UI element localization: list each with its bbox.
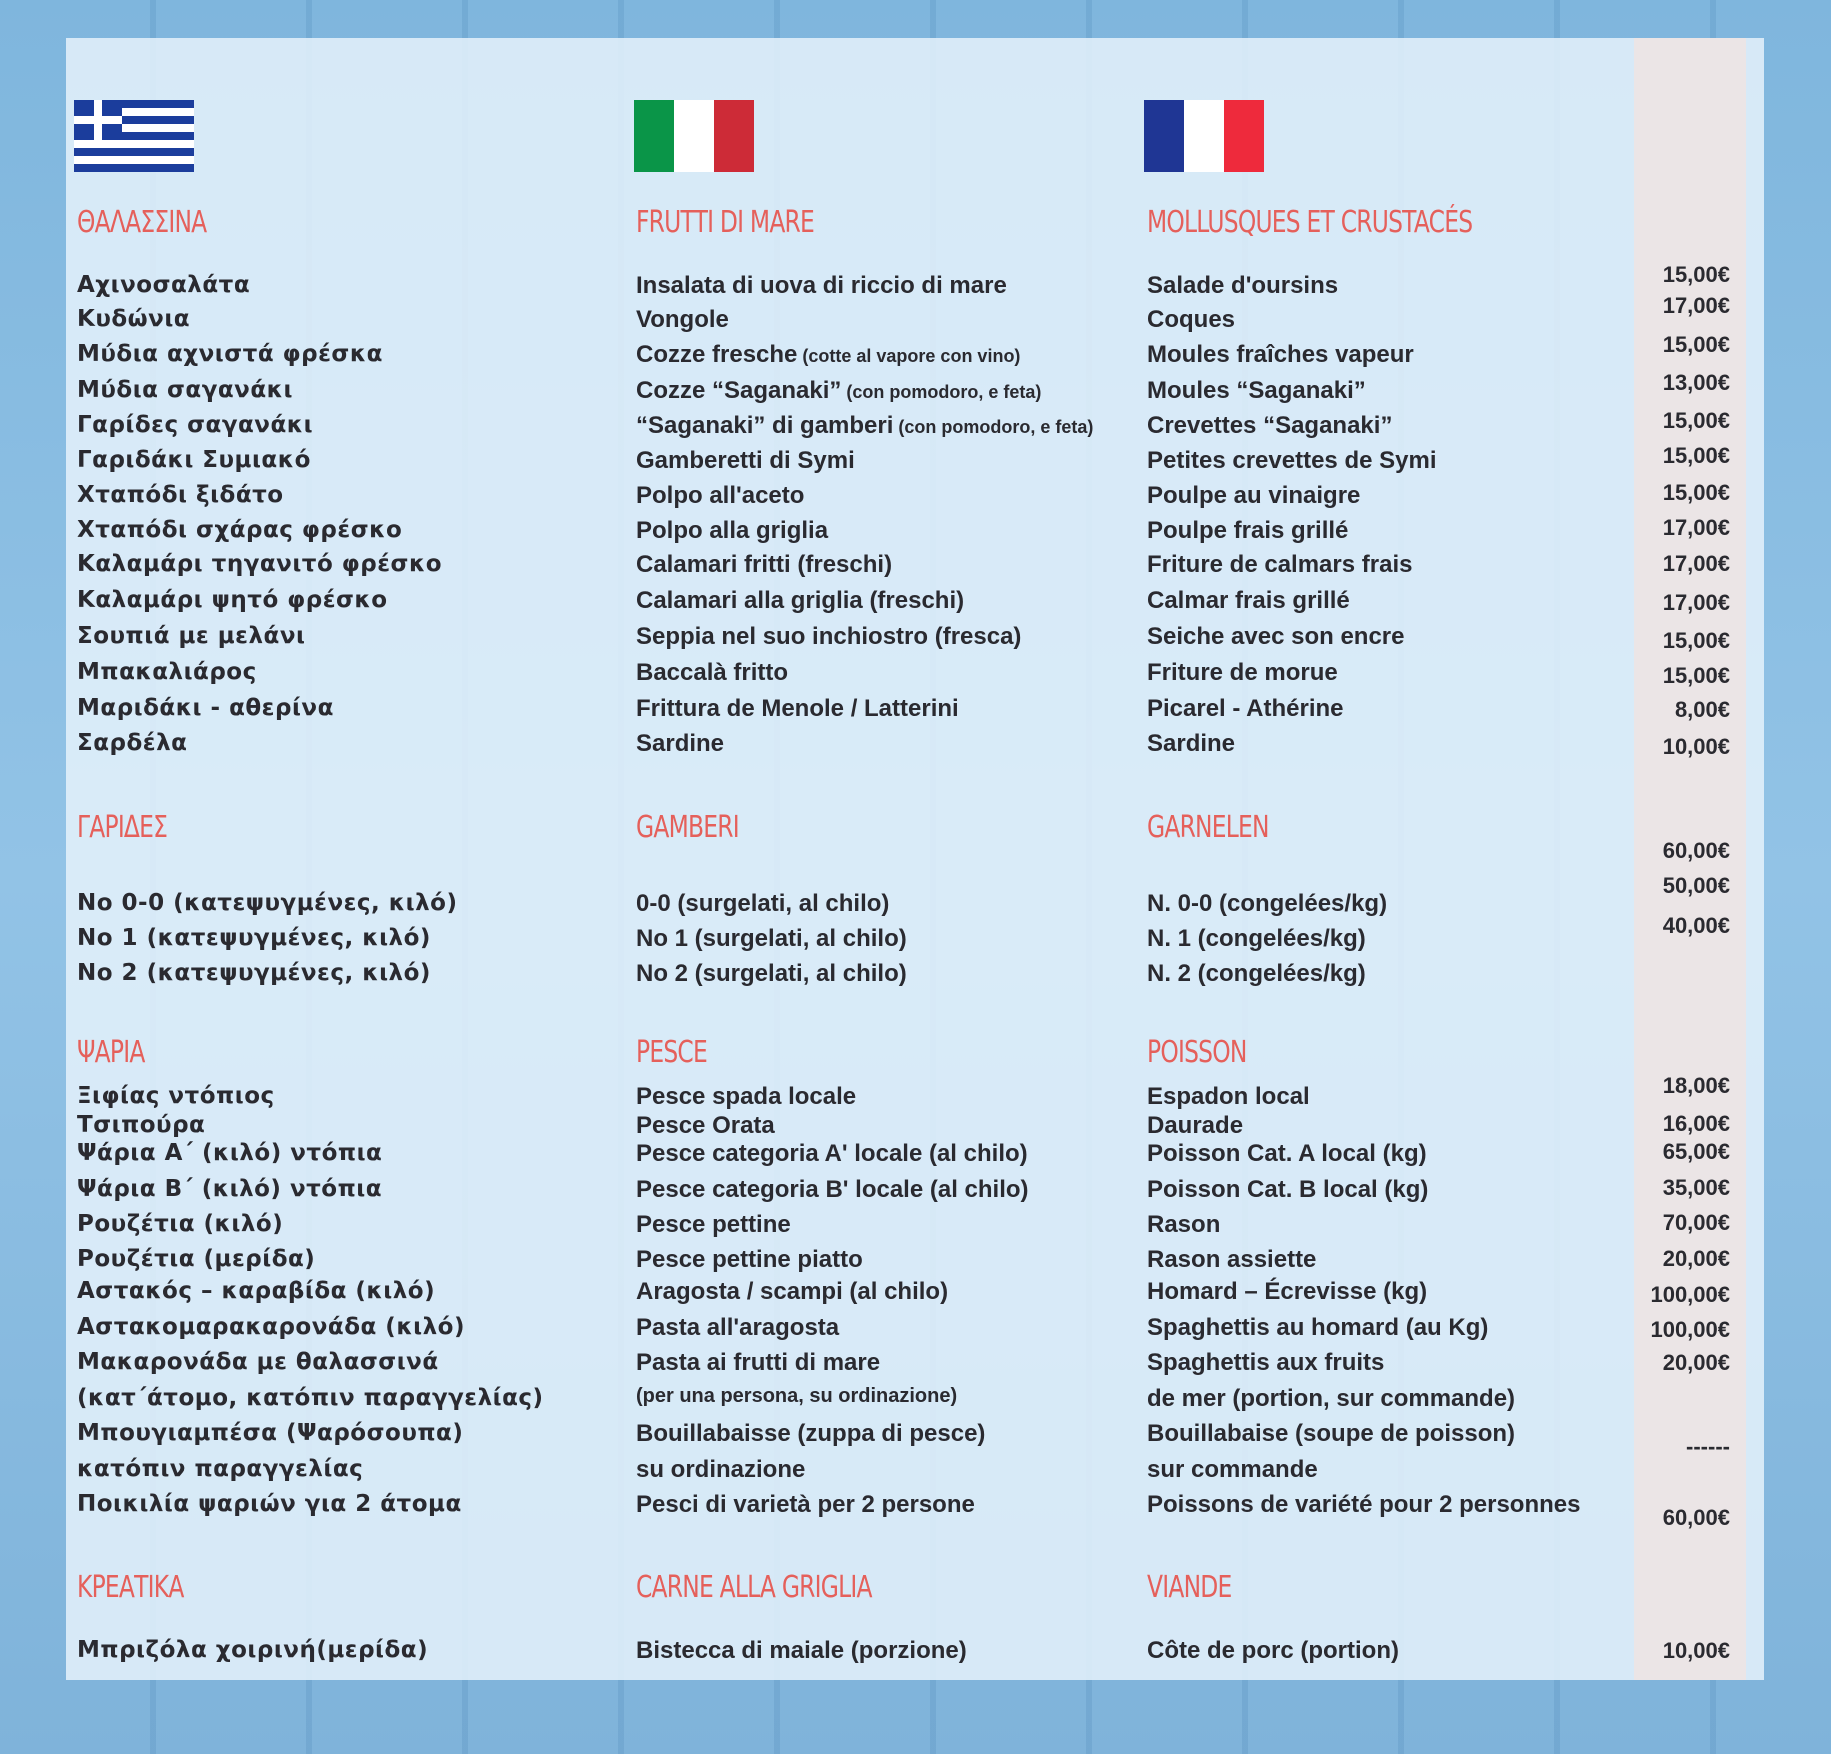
menu-item-gr: Καλαμάρι τηγανιτό φρέσκο — [77, 551, 443, 577]
menu-item-it: Pasta ai frutti di mare — [636, 1349, 881, 1376]
menu-item-it-name: Baccalà fritto — [636, 659, 789, 686]
section-heading-gr: ΨΑΡΙΑ — [77, 1035, 145, 1070]
menu-item-it: Bouillabaisse (zuppa di pesce) — [636, 1420, 986, 1447]
french-flag-icon — [1144, 100, 1264, 172]
menu-item-fr: Bouillabaise (soupe de poisson) — [1147, 1420, 1516, 1447]
menu-item-fr: N. 0-0 (congelées/kg) — [1147, 890, 1388, 917]
section-heading-it: GAMBERI — [636, 810, 739, 845]
menu-item-it — [636, 272, 1007, 300]
price-fish: 18,00€ — [1662, 1073, 1730, 1098]
price-fish: 60,00€ — [1662, 1505, 1730, 1530]
menu-item-fr: Moules “Saganaki” — [1147, 377, 1366, 404]
menu-item-it — [636, 730, 724, 758]
menu-item-it — [636, 377, 1041, 405]
price-seafood: 13,00€ — [1662, 370, 1730, 395]
price-fish: 100,00€ — [1650, 1282, 1730, 1307]
price-fish: 65,00€ — [1662, 1139, 1730, 1164]
section-heading-it: FRUTTI DI MARE — [636, 205, 815, 240]
section-heading-gr: ΘΑΛΑΣΣΙΝΑ — [77, 205, 207, 240]
menu-item-fr: N. 1 (congelées/kg) — [1147, 925, 1366, 952]
menu-item-fr: Moules fraîches vapeur — [1147, 341, 1414, 368]
menu-item-it: Pesce pettine — [636, 1211, 791, 1238]
menu-item-it: Pesce categoria B' locale (al chilo) — [636, 1176, 1029, 1203]
menu-item-gr: Σαρδέλα — [77, 730, 188, 756]
price-seafood: 17,00€ — [1662, 293, 1730, 318]
menu-item-gr: Νο 2 (κατεψυγμένες, κιλό) — [77, 960, 431, 986]
menu-item-gr: Κυδώνια — [77, 306, 191, 332]
price-meat: 10,00€ — [1662, 1638, 1730, 1663]
menu-item-it: (per una persona, su ordinazione) — [636, 1385, 958, 1407]
menu-item-fr: Spaghettis aux fruits — [1147, 1349, 1385, 1376]
menu-item-it-name: Calamari alla griglia (freschi) — [636, 587, 965, 614]
menu-item-fr: Poissons de variété pour 2 personnes — [1147, 1491, 1581, 1518]
menu-item-fr: Seiche avec son encre — [1147, 623, 1405, 650]
section-heading-gr: ΓΑΡΙΔΕΣ — [77, 810, 168, 845]
menu-item-it-name: Cozze “Saganaki” — [636, 377, 842, 404]
menu-item-gr: Μπουγιαμπέσα (Ψαρόσουπα) — [77, 1420, 464, 1446]
menu-item-gr: Ξιφίας ντόπιος — [77, 1083, 275, 1109]
menu-item-gr: Γαρίδες σαγανάκι — [77, 412, 314, 438]
menu-item-fr: Poisson Cat. B local (kg) — [1147, 1176, 1429, 1203]
menu-item-it-name: “Saganaki” di gamberi — [636, 412, 894, 439]
menu-item-it: Pesce spada locale — [636, 1083, 857, 1110]
menu-item-it: Pesce Orata — [636, 1112, 775, 1139]
menu-item-gr: Μπακαλιάρος — [77, 659, 257, 685]
price-seafood: 15,00€ — [1662, 408, 1730, 433]
menu-item-it — [636, 623, 1021, 651]
menu-item-fr: Petites crevettes de Symi — [1147, 447, 1437, 474]
price-shrimp: 50,00€ — [1662, 873, 1730, 898]
section-heading-fr: GARNELEN — [1147, 810, 1269, 845]
price-fish: 16,00€ — [1662, 1111, 1730, 1136]
menu-item-it — [636, 587, 964, 615]
price-seafood: 15,00€ — [1662, 480, 1730, 505]
menu-item-it — [636, 482, 804, 510]
menu-item-it — [636, 659, 788, 687]
menu-item-gr: Νο 1 (κατεψυγμένες, κιλό) — [77, 925, 431, 951]
menu-item-gr: Αστακός – καραβίδα (κιλό) — [77, 1278, 436, 1304]
menu-item-gr: Ψάρια Β΄ (κιλό) ντόπια — [77, 1176, 383, 1202]
menu-item-it-name: Sardine — [636, 730, 725, 757]
menu-item-gr: Μύδια αχνιστά φρέσκα — [77, 341, 383, 367]
menu-item-gr: Ποικιλία ψαριών για 2 άτομα — [77, 1491, 462, 1517]
menu-item-gr: Νο 0-0 (κατεψυγμένες, κιλό) — [77, 890, 458, 916]
menu-item-fr: Daurade — [1147, 1112, 1244, 1139]
price-fish: 20,00€ — [1662, 1350, 1730, 1375]
price-seafood: 17,00€ — [1662, 551, 1730, 576]
menu-item-fr: N. 2 (congelées/kg) — [1147, 960, 1366, 987]
menu-item-it: No 1 (surgelati, al chilo) — [636, 925, 907, 952]
menu-item-it-name: Polpo alla griglia — [636, 517, 829, 544]
menu-item-fr: Sardine — [1147, 730, 1236, 757]
menu-item-gr: Μαριδάκι - αθερίνα — [77, 695, 334, 721]
price-seafood: 10,00€ — [1662, 734, 1730, 759]
price-fish: 20,00€ — [1662, 1246, 1730, 1271]
menu-item-gr: Καλαμάρι ψητό φρέσκο — [77, 587, 388, 613]
menu-item-it-name: Frittura de Menole / Latterini — [636, 695, 959, 722]
menu-item-gr: Ψάρια Α΄ (κιλό) ντόπια — [77, 1140, 383, 1166]
section-heading-fr: VIANDE — [1147, 1570, 1232, 1605]
price-fish: 100,00€ — [1650, 1317, 1730, 1342]
menu-item-gr: Γαριδάκι Συμιακό — [77, 447, 311, 473]
italian-flag-icon — [634, 100, 754, 172]
price-seafood: 17,00€ — [1662, 590, 1730, 615]
menu-item-fr: Poulpe frais grillé — [1147, 517, 1349, 544]
menu-item-gr: Σουπιά με μελάνι — [77, 623, 306, 649]
menu-item-fr: Espadon local — [1147, 1083, 1310, 1110]
menu-item-gr: Χταπόδι σχάρας φρέσκο — [77, 517, 403, 543]
section-heading-it: PESCE — [636, 1035, 707, 1070]
menu-item-fr: Crevettes “Saganaki” — [1147, 412, 1393, 439]
menu-item-gr: Αστακομαρακαρονάδα (κιλό) — [77, 1314, 465, 1340]
menu-item-fr: Friture de morue — [1147, 659, 1338, 686]
menu-item-it — [636, 412, 1093, 440]
price-seafood: 15,00€ — [1662, 262, 1730, 287]
menu-item-fr: Rason assiette — [1147, 1246, 1317, 1273]
menu-item-gr: Χταπόδι ξιδάτο — [77, 482, 284, 508]
price-seafood: 17,00€ — [1662, 515, 1730, 540]
menu-item-gr: Αχινοσαλάτα — [77, 272, 251, 298]
menu-item-fr: Homard – Écrevisse (kg) — [1147, 1278, 1428, 1305]
menu-item-gr: Μύδια σαγανάκι — [77, 377, 293, 403]
menu-item-fr: de mer (portion, sur commande) — [1147, 1385, 1516, 1412]
menu-item-gr: Μπριζόλα χοιρινή(μερίδα) — [77, 1637, 429, 1663]
menu-item-it: 0-0 (surgelati, al chilo) — [636, 890, 890, 917]
menu-item-it-name: Cozze fresche — [636, 341, 798, 368]
menu-item-it: Pesce categoria A' locale (al chilo) — [636, 1140, 1028, 1167]
price-seafood: 15,00€ — [1662, 443, 1730, 468]
menu-item-it — [636, 695, 959, 723]
menu-item-gr: (κατ΄άτομο, κατόπιν παραγγελίας) — [77, 1385, 544, 1411]
menu-item-it-name: Polpo all'aceto — [636, 482, 805, 509]
menu-item-it — [636, 551, 892, 579]
menu-item-fr: Picarel - Athérine — [1147, 695, 1344, 722]
menu-item-fr: Poulpe au vinaigre — [1147, 482, 1361, 509]
menu-item-fr: Côte de porc (portion) — [1147, 1637, 1399, 1664]
menu-item-it-note: (con pomodoro, e feta) — [841, 382, 1042, 402]
price-fish: ------ — [1686, 1434, 1730, 1459]
menu-item-it: No 2 (surgelati, al chilo) — [636, 960, 907, 987]
menu-item-fr: Calmar frais grillé — [1147, 587, 1350, 614]
greek-flag-icon — [74, 100, 194, 172]
menu-item-gr: Ρουζέτια (κιλό) — [77, 1211, 284, 1237]
section-heading-gr: ΚΡΕΑΤΙΚΑ — [77, 1570, 184, 1605]
menu-item-gr: Ρουζέτια (μερίδα) — [77, 1246, 316, 1272]
section-heading-fr: MOLLUSQUES ET CRUSTACÉS — [1147, 205, 1473, 240]
menu-item-it — [636, 517, 828, 545]
section-heading-fr: POISSON — [1147, 1035, 1247, 1070]
menu-item-it — [636, 341, 1020, 369]
price-fish: 70,00€ — [1662, 1210, 1730, 1235]
price-seafood: 15,00€ — [1662, 628, 1730, 653]
price-seafood: 8,00€ — [1674, 697, 1730, 722]
price-seafood: 15,00€ — [1662, 332, 1730, 357]
menu-item-it — [636, 306, 729, 334]
menu-item-it — [636, 447, 855, 475]
menu-item-gr: Μακαρονάδα με θαλασσινά — [77, 1349, 439, 1375]
price-seafood: 15,00€ — [1662, 663, 1730, 688]
menu-item-fr: Friture de calmars frais — [1147, 551, 1413, 578]
menu-item-gr: Τσιπούρα — [77, 1112, 206, 1138]
menu-item-it-name: Gamberetti di Symi — [636, 447, 855, 474]
menu-item-it-name: Seppia nel suo inchiostro (fresca) — [636, 623, 1022, 650]
price-fish: 35,00€ — [1662, 1175, 1730, 1200]
menu-item-it: Aragosta / scampi (al chilo) — [636, 1278, 949, 1305]
menu-item-it-name: Insalata di uova di riccio di mare — [636, 272, 1007, 299]
menu-item-fr: Salade d'oursins — [1147, 272, 1339, 299]
section-heading-it: CARNE ALLA GRIGLIA — [636, 1570, 872, 1605]
menu-item-it: su ordinazione — [636, 1456, 806, 1483]
menu-item-fr: Poisson Cat. A local (kg) — [1147, 1140, 1427, 1167]
menu-item-fr: Spaghettis au homard (au Kg) — [1147, 1314, 1489, 1341]
menu-item-gr: κατόπιν παραγγελίας — [77, 1456, 364, 1482]
menu-item-it-note: (con pomodoro, e feta) — [893, 417, 1094, 437]
menu-item-fr: Rason — [1147, 1211, 1221, 1238]
price-shrimp: 40,00€ — [1662, 913, 1730, 938]
menu-item-it: Pesci di varietà per 2 persone — [636, 1491, 975, 1518]
menu-item-it-name: Vongole — [636, 306, 729, 333]
menu-item-fr: sur commande — [1147, 1456, 1318, 1483]
menu-item-fr: Coques — [1147, 306, 1236, 333]
menu-item-it: Pesce pettine piatto — [636, 1246, 863, 1273]
menu-item-it-note: (cotte al vapore con vino) — [797, 346, 1021, 366]
menu-item-it: Bistecca di maiale (porzione) — [636, 1637, 967, 1664]
menu-item-it-name: Calamari fritti (freschi) — [636, 551, 893, 578]
menu-item-it: Pasta all'aragosta — [636, 1314, 840, 1341]
price-shrimp: 60,00€ — [1662, 838, 1730, 863]
